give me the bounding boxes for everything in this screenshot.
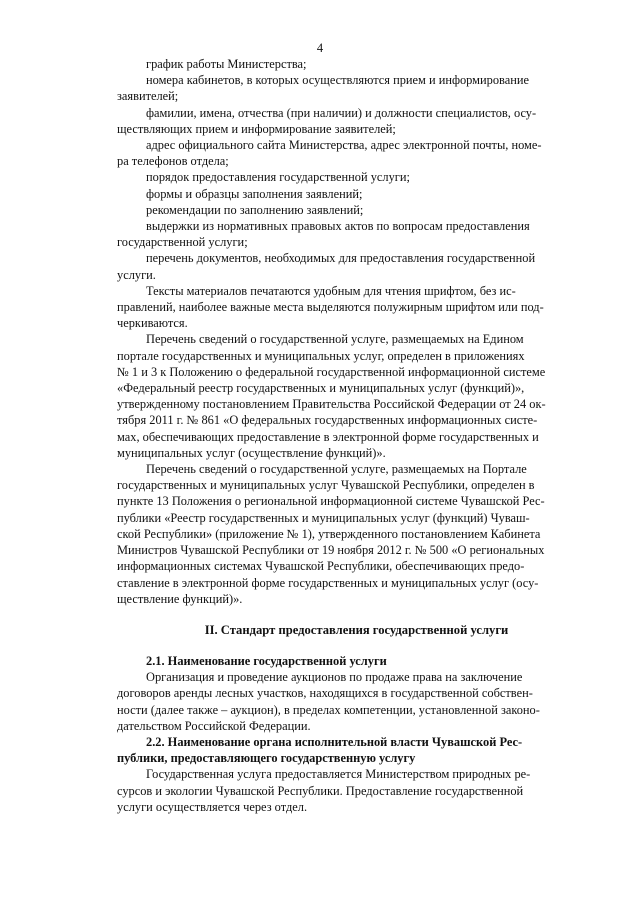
subsection-2-text: Государственная услуга предоставляется Министерством природных ре- сурсов и экологии Чувашской Республики. Предоставление государственной услуги осуществляется через отдел.	[117, 767, 531, 814]
list-item: адрес официального сайта Министерства, адрес электронной почты, номе- ра телефонов отдела;	[117, 138, 542, 169]
spacer	[117, 638, 596, 653]
page-number: 4	[316, 41, 324, 55]
document-body	[117, 56, 596, 815]
list-item: рекомендации по заполнению заявлений;	[146, 202, 364, 217]
list-item: фамилии, имена, отчества (при наличии) и должности специалистов, осу- ществляющих прием и информирование заявителей;	[117, 105, 537, 136]
section-title: II. Стандарт предоставления государственной услуги	[204, 622, 509, 637]
paragraph-text-formatting: Тексты материалов печатаются удобным для чтения шрифтом, без ис- правлений, наиболее важные места выделяются полужирным шрифтом или под- черкиваются.	[117, 283, 544, 331]
spacer	[117, 607, 596, 622]
subsection-1-text: Организация и проведение аукционов по продаже права на заключение договоров аренды лесных участков, находящихся в государственной собствен- ности (далее также – аукцион), в пределах компетенции, установленной законо- дательством Российской Федерации.	[117, 670, 540, 733]
paragraph-regional-portal: Перечень сведений о государственной услуге, размещаемых на Портале государственных и муниципальных услуг Чувашской Республики, определен в пункте 13 Положения о региональной информационной системе Чувашской Рес- публики «Реестр государственных и муниципальных услуг (функций) Чуваш- ской Республики» (приложение № 1), утвержденного постановлением Кабинета Министров Чувашской Республики от 19 ноября 2012 г. № 500 «О региональных информационных системах Чувашской Республики, обеспечивающих предо- ставление в электронной форме государственных и муниципальных услуг (осу- ществление функций)».	[117, 462, 545, 606]
list-item: порядок предоставления государственной услуги;	[146, 170, 410, 185]
list-item: график работы Министерства;	[146, 57, 307, 71]
subsection-2-title: 2.2. Наименование органа исполнительной власти Чувашской Рес- публики, предоставляющего государственную услугу	[117, 734, 523, 766]
paragraph-federal-portal: Перечень сведений о государственной услуге, размещаемых на Едином портале государственных и муниципальных услуг, определен в приложениях № 1 и 3 к Положению о федеральной государственной информационной системе «Федеральный реестр государственных и муниципальных услуг (функций)», утвержденному постановлением Правительства Российской Федерации от 24 ок- тября 2011 г. № 861 «О федеральных государственных информационных систе- мах, обеспечивающих предоставление в электронной форме государственных и муниципальных услуг (осуществление функций)».	[117, 332, 546, 460]
list-item: перечень документов, необходимых для предоставления государственной услуги.	[117, 251, 536, 282]
subsection-1-title: 2.1. Наименование государственной услуги	[146, 653, 387, 668]
list-item: формы и образцы заполнения заявлений;	[146, 186, 363, 201]
list-item: выдержки из нормативных правовых актов по вопросам предоставления государственной услуги;	[117, 219, 530, 250]
list-item: номера кабинетов, в которых осуществляются прием и информирование заявителей;	[117, 73, 529, 104]
